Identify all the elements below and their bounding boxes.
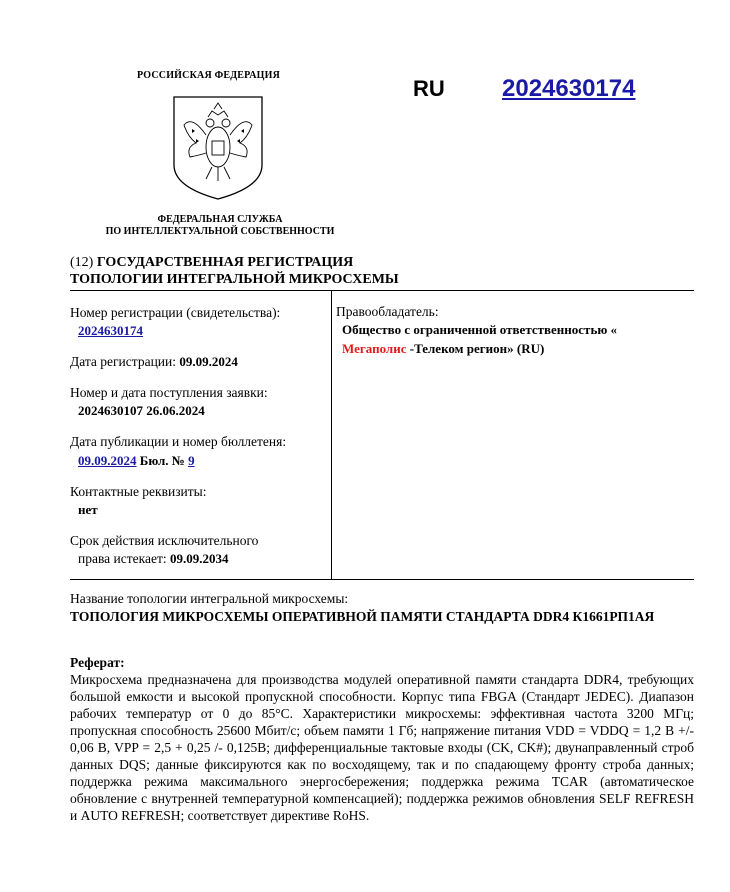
russian-coat-of-arms-icon	[172, 95, 264, 201]
contacts-label: Контактные реквизиты:	[70, 484, 207, 499]
title-line-1	[70, 254, 399, 271]
title-line-1-text: ГОСУДАРСТВЕННАЯ РЕГИСТРАЦИЯ	[96, 255, 354, 270]
registration-number-link[interactable]: 2024630174	[502, 75, 636, 102]
rightholder-name-part-1: Общество с ограниченной ответственностью «	[342, 322, 617, 337]
expiry-value: 09.09.2034	[170, 551, 229, 566]
table-column-divider	[331, 290, 332, 579]
publication-date-link[interactable]: 09.09.2024	[78, 453, 137, 468]
expiry-row	[78, 550, 229, 567]
rightholder-name	[336, 320, 691, 358]
registration-number-value[interactable]: 2024630174	[78, 323, 143, 338]
patent-office-name	[80, 214, 360, 238]
registration-date-label: Дата регистрации:	[70, 354, 177, 369]
publication-row	[78, 452, 195, 469]
document-title	[70, 254, 399, 288]
rightholder-name-part-2: -Телеком регион» (RU)	[406, 341, 545, 356]
registration-date-value: 09.09.2024	[179, 354, 238, 369]
table-top-rule	[70, 290, 694, 291]
country-name: РОССИЙСКАЯ ФЕДЕРАЦИЯ	[137, 70, 281, 81]
title-code: (12)	[70, 255, 94, 270]
abstract-text: Микросхема предназначена для производства модулей оперативной памяти стандарта DDR4, требующих большой емкости и высокой пропускной способности. Корпус типа FBGA (Стандарт JEDEC). Диапазон рабочих температур от 0 до 85°C. Характеристики микросхемы: эффективная частота 3200 МГц; пропускная способность 25600 Мбит/с; объем памяти 1 Гб; напряжение питания VDD = VDDQ = 1,2 В +/- 0,06 В, VPP = 2,5 + 0,25 /- 0,125В; дифференциальные тактовые входы (CK, CK#); двунаправленный строб данных DQS; данные фиксируются как по восходящему, так и по спадающему фронту строба данных; поддержка режима максимального энергосбережения; поддержка режима TCAR (автоматическое обновление с внутренней температурной компенсацией); поддержка режимов обновления SELF REFRESH и AUTO REFRESH; соответствует директиве RoHS.	[70, 672, 694, 823]
contacts-value: нет	[78, 502, 98, 517]
registration-number-label: Номер регистрации (свидетельства):	[70, 305, 281, 320]
abstract-heading: Реферат:	[70, 655, 125, 670]
office-line-1: ФЕДЕРАЛЬНАЯ СЛУЖБА	[157, 214, 283, 225]
publication-label: Дата публикации и номер бюллетеня:	[70, 434, 287, 449]
application-value: 2024630107 26.06.2024	[78, 403, 205, 418]
rightholder-label: Правообладатель:	[336, 304, 439, 319]
rightholder-block	[336, 303, 691, 358]
bulletin-prefix: Бюл. №	[139, 453, 185, 468]
office-line-2: ПО ИНТЕЛЛЕКТУАЛЬНОЙ СОБСТВЕННОСТИ	[105, 226, 335, 237]
registration-date-row	[70, 353, 238, 370]
country-code: RU	[413, 76, 445, 101]
expiry-label-line-1: Срок действия исключительного	[70, 533, 259, 548]
rightholder-highlight: Мегаполис	[342, 341, 407, 356]
topology-name-label: Название топологии интегральной микросхемы:	[70, 591, 349, 606]
application-label: Номер и дата поступления заявки:	[70, 385, 268, 400]
table-bottom-rule	[70, 579, 694, 580]
title-line-2: ТОПОЛОГИИ ИНТЕГРАЛЬНОЙ МИКРОСХЕМЫ	[70, 272, 399, 287]
topology-name: ТОПОЛОГИЯ МИКРОСХЕМЫ ОПЕРАТИВНОЙ ПАМЯТИ СТАНДАРТА DDR4 К1661РП1АЯ	[70, 609, 655, 624]
bulletin-number-link[interactable]: 9	[188, 453, 195, 468]
expiry-label-line-2: права истекает:	[78, 551, 167, 566]
